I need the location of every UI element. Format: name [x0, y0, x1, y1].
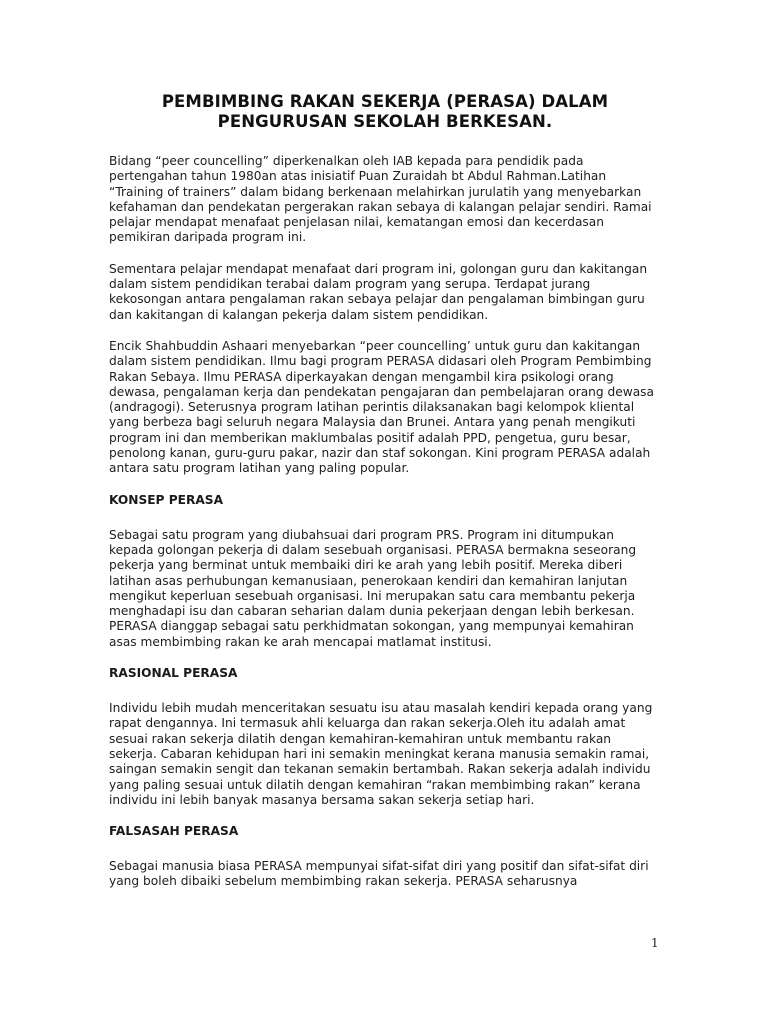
document-body — [109, 92, 661, 906]
section-paragraph-konsep: Sebagai satu program yang diubahsuai dari program PRS. Program ini ditumpukan kepada golongan pekerja di dalam sesebuah organisasi. PERASA bermakna seseorang pekerja yang berminat untuk membaiki diri ke arah yang lebih positif. Mereka diberi latihan asas perhubungan kemanusiaan, penerokaan kendiri dan kemahiran lanjutan mengikut keperluan sesebuah organisasi. Ini merupakan satu cara membantu pekerja menghadapi isu dan cabaran seharian dalam dunia pekerjaan dengan lebih berkesan. PERASA dianggap sebagai satu perkhidmatan sokongan, yang mempunyai kemahiran asas membimbing rakan ke arah mencapai matlamat institusi. — [109, 527, 637, 649]
section-heading-rasional: RASIONAL PERASA — [109, 666, 238, 681]
page-number: 1 — [651, 936, 659, 950]
section-paragraph-falsasah: Sebagai manusia biasa PERASA mempunyai sifat-sifat diri yang positif dan sifat-sifat diri yang boleh dibaiki sebelum membimbing rakan sekerja. PERASA seharusnya — [109, 859, 649, 889]
section-heading-konsep: KONSEP PERASA — [109, 492, 224, 507]
section-heading-falsasah: FALSASAH PERASA — [109, 824, 239, 839]
document-title-line-2: PENGURUSAN SEKOLAH BERKESAN. — [217, 112, 553, 131]
intro-paragraph-2: Sementara pelajar mendapat menafaat dari program ini, golongan guru dan kakitangan dalam sistem pendidikan terabai dalam program yang serupa. Terdapat jurang kekosongan antara pengalaman rakan sebaya pelajar dan pengalaman bimbingan guru dan kakitangan di kalangan pekerja dalam sistem pendidikan. — [109, 261, 648, 322]
intro-paragraph-1: Bidang “peer councelling” diperkenalkan oleh IAB kepada para pendidik pada pertengahan tahun 1980an atas inisiatif Puan Zuraidah bt Abdul Rahman.Latihan “Training of trainers” dalam bidang berkenaan melahirkan jurulatih yang menyebarkan kefahaman dan pendekatan pergerakan rakan sebaya di kalangan pelajar sendiri. Ramai pelajar mendapat menafaat penjelasan nilai, kematangan emosi dan kecerdasan pemikiran daripada program ini. — [109, 154, 652, 245]
document-title-line-1: PEMBIMBING RAKAN SEKERJA (PERASA) DALAM — [161, 92, 609, 111]
intro-paragraph-3: Encik Shahbuddin Ashaari menyebarkan “peer councelling’ untuk guru dan kakitangan dalam sistem pendidikan. Ilmu bagi program PERASA didasari oleh Program Pembimbing Rakan Sebaya. Ilmu PERASA diperkayakan dengan mengambil kira psikologi orang dewasa, pengalaman kerja dan pendekatan pengajaran dan pembelajaran orang dewasa (andragogi). Seterusnya program latihan perintis dilaksanakan bagi kelompok kliental yang berbeza bagi seluruh negara Malaysia dan Brunei. Antara yang penah mengikuti program ini dan memberikan maklumbalas positif adalah PPD, pengetua, guru besar, penolong kanan, guru-guru pakar, nazir dan staf sokongan. Kini program PERASA adalah antara satu program latihan yang paling popular. — [109, 338, 654, 476]
document-title — [109, 92, 661, 132]
section-paragraph-rasional: Individu lebih mudah menceritakan sesuatu isu atau masalah kendiri kepada orang yang rapat dengannya. Ini termasuk ahli keluarga dan rakan sekerja.Oleh itu adalah amat sesuai rakan sekerja dilatih dengan kemahiran-kemahiran untuk membantu rakan sekerja. Cabaran kehidupan hari ini semakin meningkat kerana manusia semakin ramai, saingan semakin sengit dan tekanan semakin bertambah. Rakan sekerja adalah individu yang paling sesuai untuk dilatih dengan kemahiran “rakan membimbing rakan” kerana individu ini lebih banyak masanya bersama sakan sekerja setiap hari. — [109, 701, 653, 807]
